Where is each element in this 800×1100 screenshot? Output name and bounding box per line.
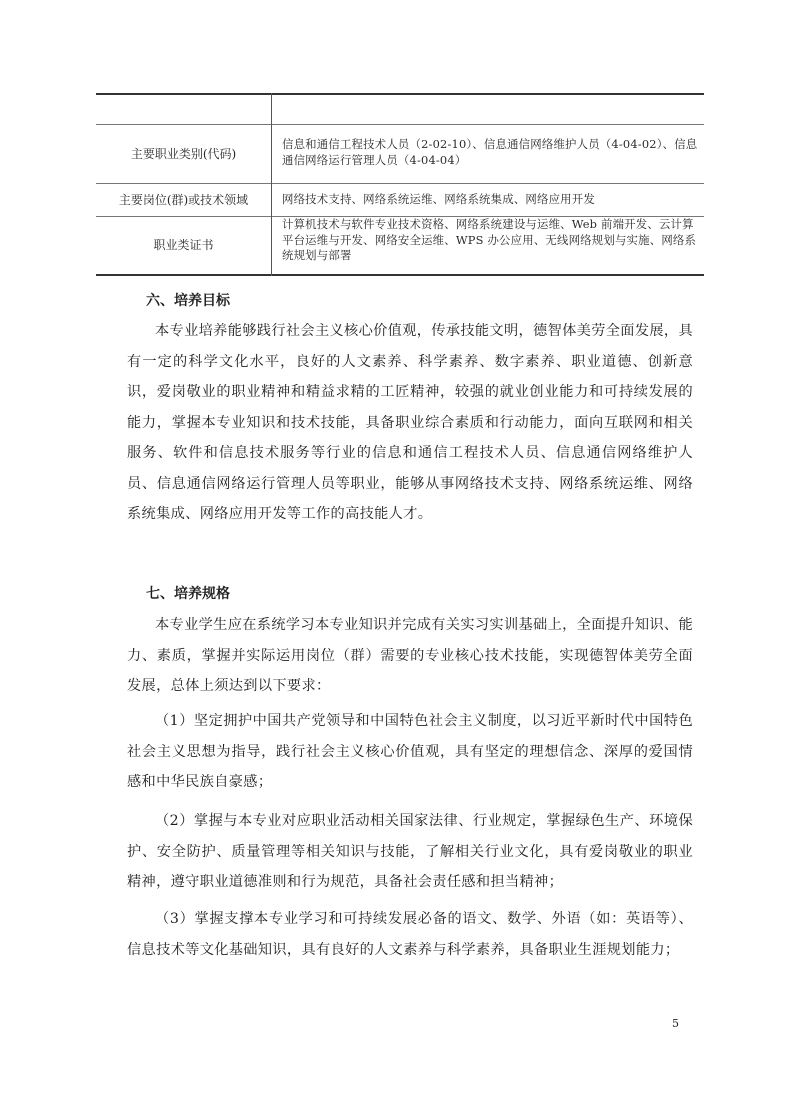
requirement-item: （3）掌握支撑本专业学习和可持续发展必备的语文、数学、外语（如：英语等）、信息技术等文化基础知识，具有良好的人文素养与科学素养，具备职业生涯规划能力； xyxy=(127,911,693,958)
section-heading: 六、培养目标 xyxy=(146,293,230,309)
table-row-label: 职业类证书 xyxy=(153,238,214,252)
occupation-table xyxy=(96,93,704,276)
section-heading: 七、培养规格 xyxy=(146,586,230,602)
table-row-value: 信息和通信工程技术人员（2-02-10）、信息通信网络维护人员（4-04-02）、信息通信网络运行管理人员（4-04-04） xyxy=(282,137,698,167)
table-top-rule xyxy=(96,93,704,95)
table-row-label: 主要职业类别(代码) xyxy=(130,146,237,161)
page-number: 5 xyxy=(672,1017,679,1030)
requirement-item: （1）坚定拥护中国共产党领导和中国特色社会主义制度，以习近平新时代中国特色社会主义思想为指导，践行社会主义核心价值观，具有坚定的理想信念、深厚的爱国情感和中华民族自豪感； xyxy=(127,713,693,790)
body-paragraph: 本专业学生应在系统学习本专业知识并完成有关实习实训基础上，全面提升知识、能力、素质，掌握并实际运用岗位（群）需要的专业核心技术技能，实现德智体美劳全面发展，总体上须达到以下要求： xyxy=(127,617,693,694)
table-column-divider xyxy=(271,93,272,276)
requirement-item: （2）掌握与本专业对应职业活动相关国家法律、行业规定，掌握绿色生产、环境保护、安全防护、质量管理等相关知识与技能，了解相关行业文化，具有爱岗敬业的职业精神，遵守职业道德准则和行为规范，具备社会责任感和担当精神； xyxy=(127,813,693,890)
body-paragraph: 本专业培养能够践行社会主义核心价值观，传承技能文明，德智体美劳全面发展，具有一定的科学文化水平，良好的人文素养、科学素养、数字素养、职业道德、创新意识，爱岗敬业的职业精神和精益求精的工匠精神，较强的就业创业能力和可持续发展的能力，掌握本专业知识和技术技能，具备职业综合素质和行动能力，面向互联网和相关服务、软件和信息技术服务等行业的信息和通信工程技术人员、信息通信网络维护人员、信息通信网络运行管理人员等职业，能够从事网络技术支持、网络系统运维、网络系统集成、网络应用开发等工作的高技能人才。 xyxy=(127,323,693,522)
table-row-value: 计算机技术与软件专业技术资格、网络系统建设与运维、Web 前端开发、云计算平台运维与开发、网络安全运维、WPS 办公应用、无线网络规划与实施、网络系统规划与部署 xyxy=(282,217,697,262)
table-bottom-rule xyxy=(96,274,704,276)
table-row-label: 主要岗位(群)或技术领域 xyxy=(118,192,249,207)
table-row-value: 网络技术支持、网络系统运维、网络系统集成、网络应用开发 xyxy=(282,192,595,206)
